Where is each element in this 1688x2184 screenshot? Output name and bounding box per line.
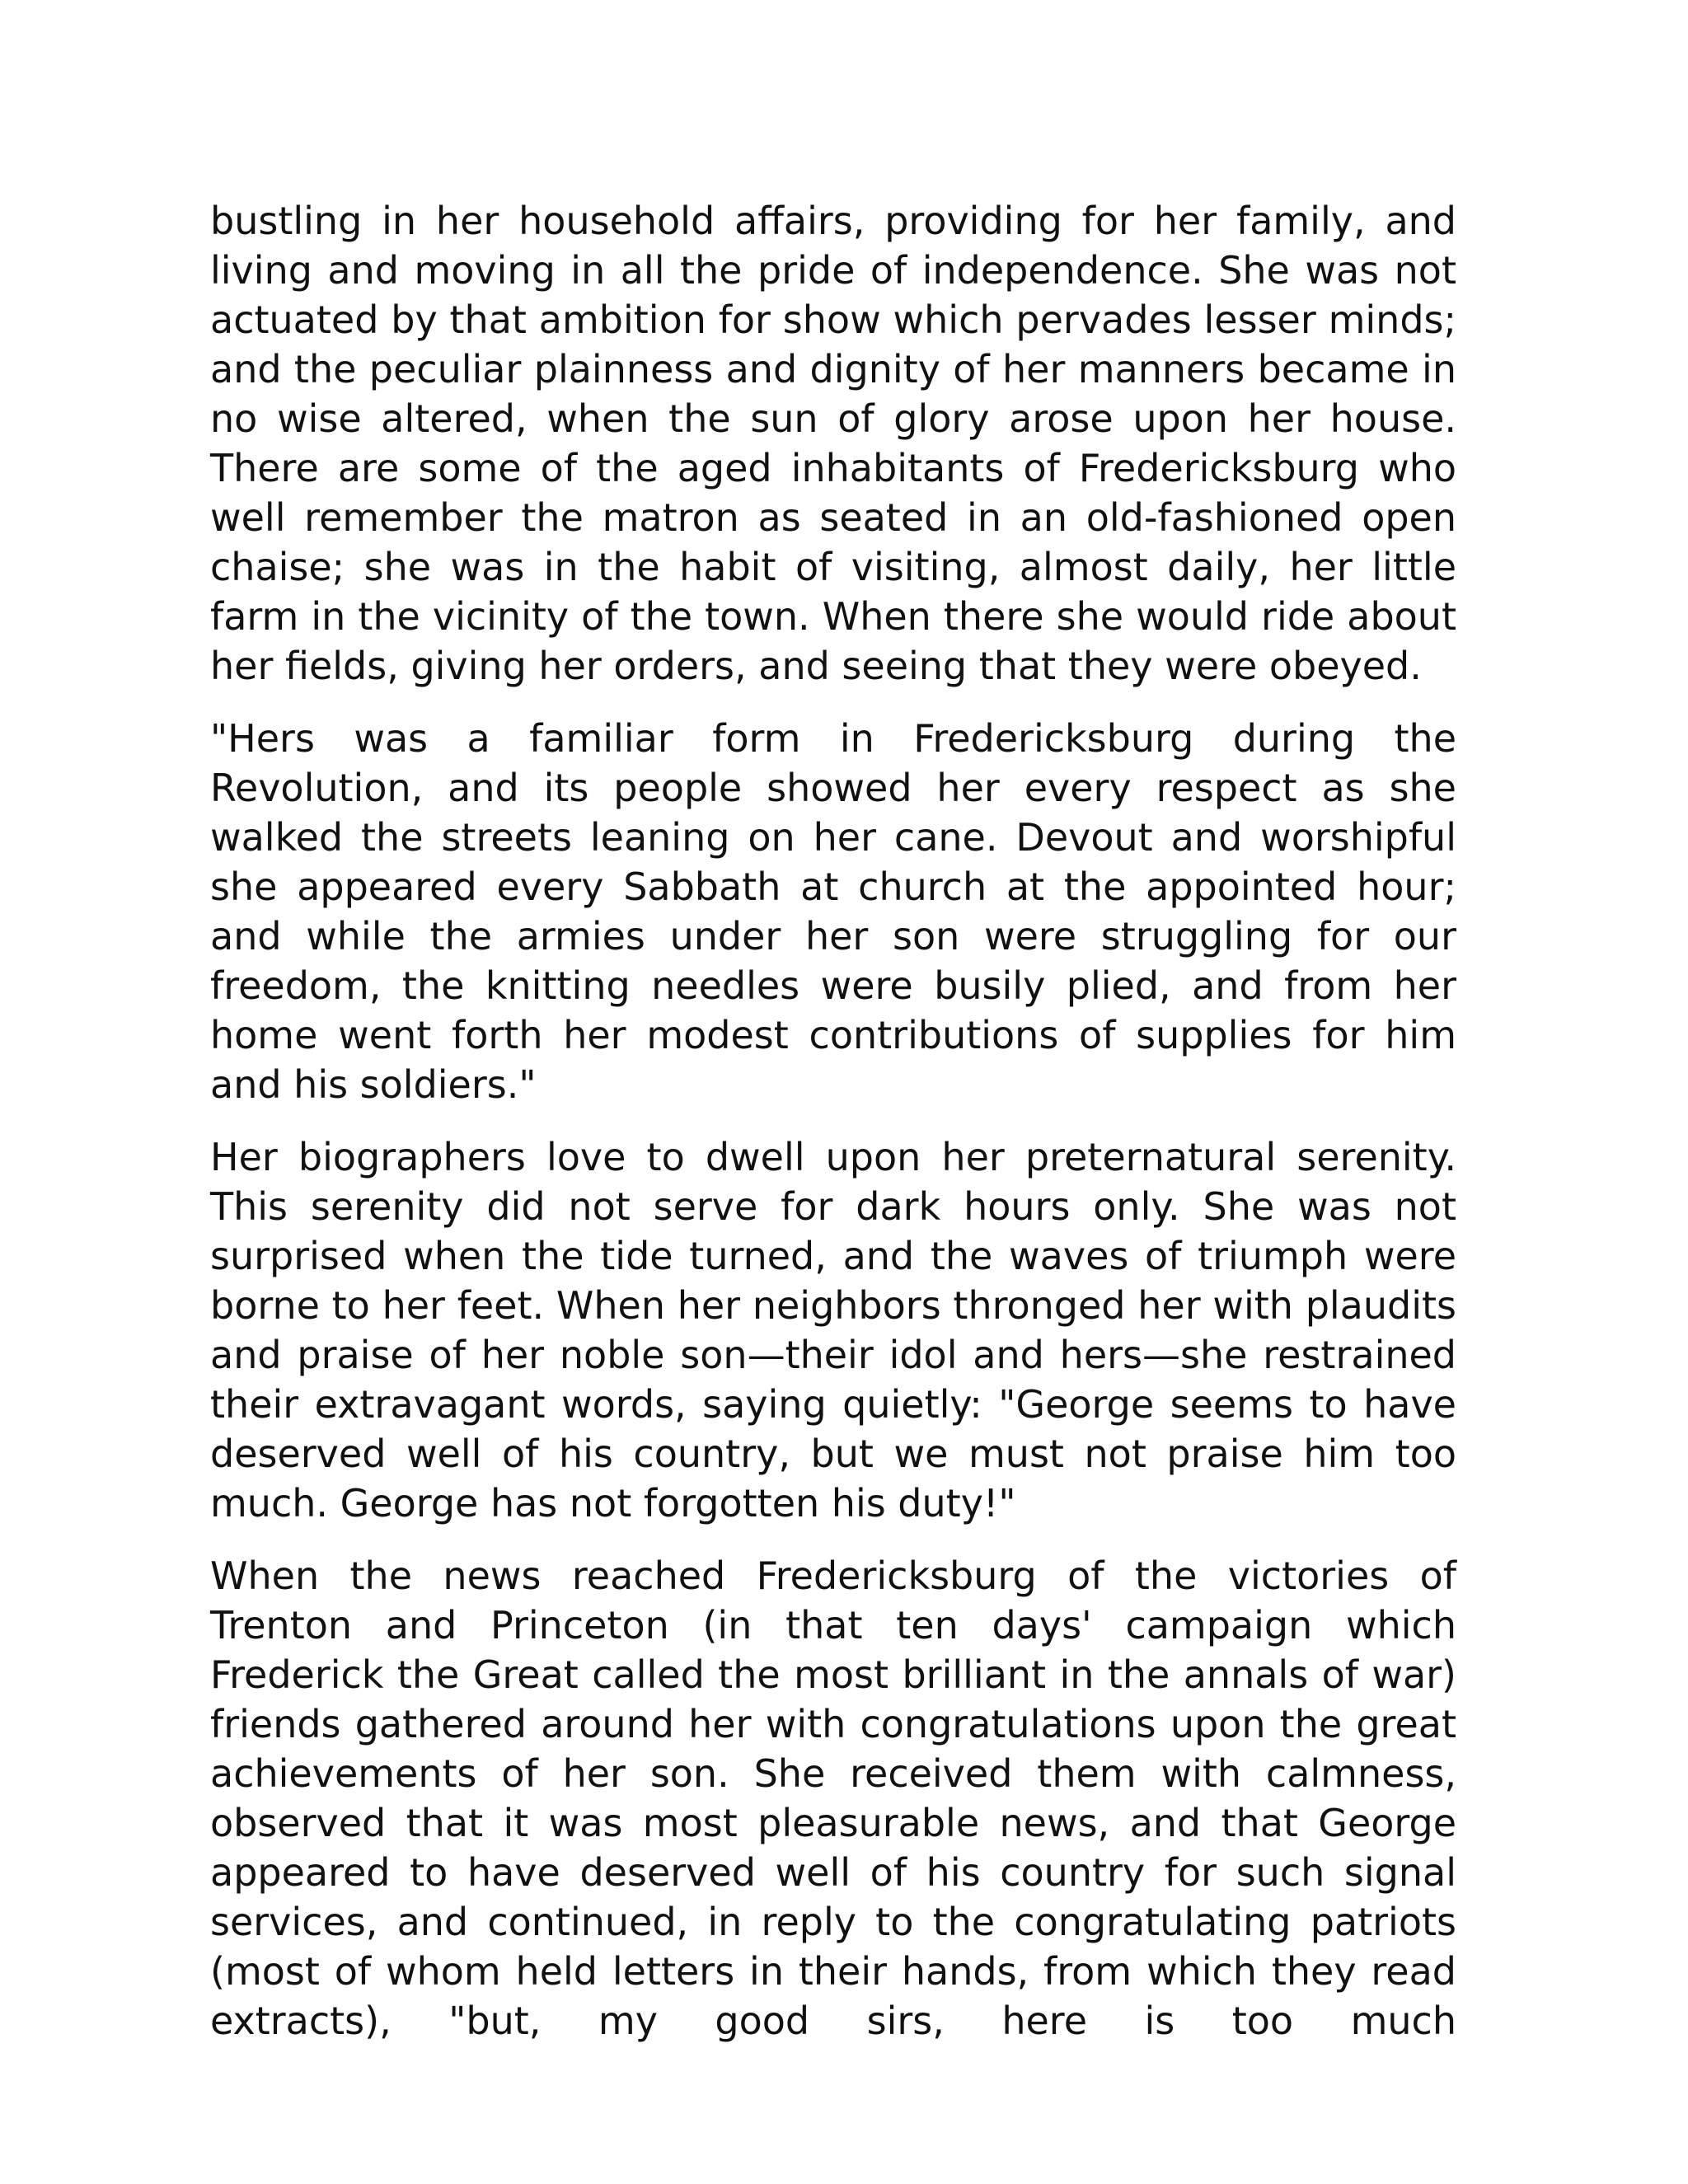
paragraph-3: Her biographers love to dwell upon her preternatural serenity. This serenity did not serve for dark hours only. She was not surprised when the tide turned, and the waves of triumph were borne to her feet. When her neighbors thronged her with plaudits and praise of her noble son—their idol and hers—she restrained their extravagant words, saying quietly: "George seems to have deserved well of his country, but we must not praise him too much. George has not forgotten his duty!" [210, 1135, 1456, 1526]
body-text [210, 196, 1456, 2046]
paragraph-1: bustling in her household affairs, providing for her family, and living and moving in all the pride of independence. She was not actuated by that ambition for show which pervades lesser minds; and the peculiar plainness and dignity of her manners became in no wise altered, when the sun of glory arose upon her house. There are some of the aged inhabitants of Fredericksburg who well remember the matron as seated in an old-fashioned open chaise; she was in the habit of visiting, almost daily, her little farm in the vicinity of the town. When there she would ride about her fields, giving her orders, and seeing that they were obeyed. [210, 199, 1456, 688]
paragraph-4: When the news reached Fredericksburg of the victories of Trenton and Princeton (in that ten days' campaign which Frederick the Great called the most brilliant in the annals of war) friends gathered around her with congratulations upon the great achievements of her son. She received them with calmness, observed that it was most pleasurable news, and that George appeared to have deserved well of his country for such signal services, and continued, in reply to the congratulating patriots (most of whom held letters in their hands, from which they read extracts), "but, my good sirs, here is too much [210, 1554, 1456, 2043]
paragraph-2: "Hers was a familiar form in Fredericksburg during the Revolution, and its people showed her every respect as she walked the streets leaning on her cane. Devout and worshipful she appeared every Sabbath at church at the appointed hour; and while the armies under her son were struggling for our freedom, the knitting needles were busily plied, and from her home went forth her modest contributions of supplies for him and his soldiers." [210, 716, 1456, 1107]
